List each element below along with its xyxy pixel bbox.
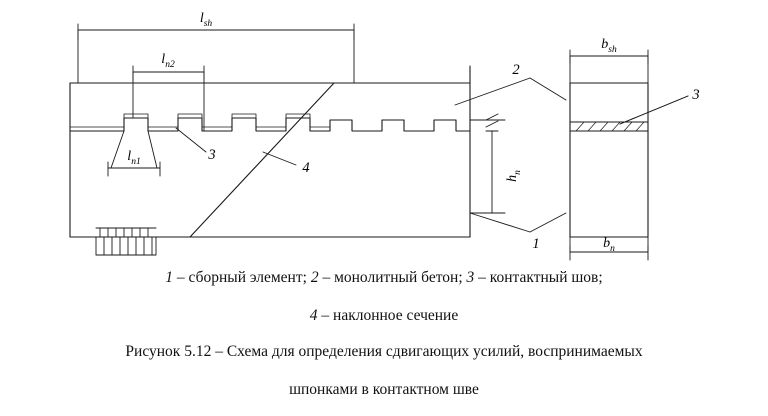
figure-caption-line-2: шпонками в контактном шве <box>289 381 479 398</box>
leader-4 <box>263 152 296 165</box>
legend-text-1: – сборный элемент; <box>176 269 307 286</box>
legend-text-3: – контактный шов; <box>478 269 603 286</box>
dimension-l-n2 <box>133 66 204 131</box>
legend-num-1: 1 <box>165 269 174 286</box>
label-b-sh: $b_{sh}$ <box>601 37 617 55</box>
legend-line-2 <box>0 306 768 327</box>
label-l-sh: $l_{sh}$ <box>199 11 213 29</box>
callout-4: 4 <box>302 160 310 176</box>
callout-2: 2 <box>512 62 520 78</box>
legend-line-1 <box>0 268 768 289</box>
support-bearing-ticks <box>96 228 156 237</box>
leader-3-right <box>620 96 688 124</box>
cross-section-joint-lines <box>570 122 648 131</box>
support-hatching <box>96 237 156 255</box>
legend-num-3: 3 <box>466 269 475 286</box>
dimension-l-sh <box>78 24 354 83</box>
dimension-l-n1 <box>108 131 160 176</box>
callout-3-right: 3 <box>692 87 700 103</box>
callout-3-left: 3 <box>208 147 216 163</box>
callout-1: 1 <box>532 236 540 252</box>
middle-projection-bracket <box>455 78 566 232</box>
legend-text-2: – монолитный бетон; <box>322 269 463 286</box>
leader-3-left <box>176 128 206 152</box>
label-h-n: $h_n$ <box>505 170 523 182</box>
legend-num-4: 4 <box>309 307 318 324</box>
legend-num-2: 2 <box>310 269 319 286</box>
cross-section-joint-hatch <box>576 122 644 131</box>
cross-section-outline <box>570 83 648 237</box>
figure-caption-line-1: Рисунок 5.12 – Схема для определения сдвигающих усилий, воспринимаемых <box>125 343 643 360</box>
contact-joint-secondary-line <box>70 114 330 127</box>
legend-text-4: – наклонное сечение <box>321 307 459 324</box>
dimension-h-n <box>470 114 505 213</box>
keyed-contact-joint-profile <box>70 118 470 131</box>
label-l-n1: $l_{n1}$ <box>127 149 141 167</box>
label-b-n: $b_n$ <box>603 236 615 254</box>
label-l-n2: $l_{n2}$ <box>161 52 175 70</box>
